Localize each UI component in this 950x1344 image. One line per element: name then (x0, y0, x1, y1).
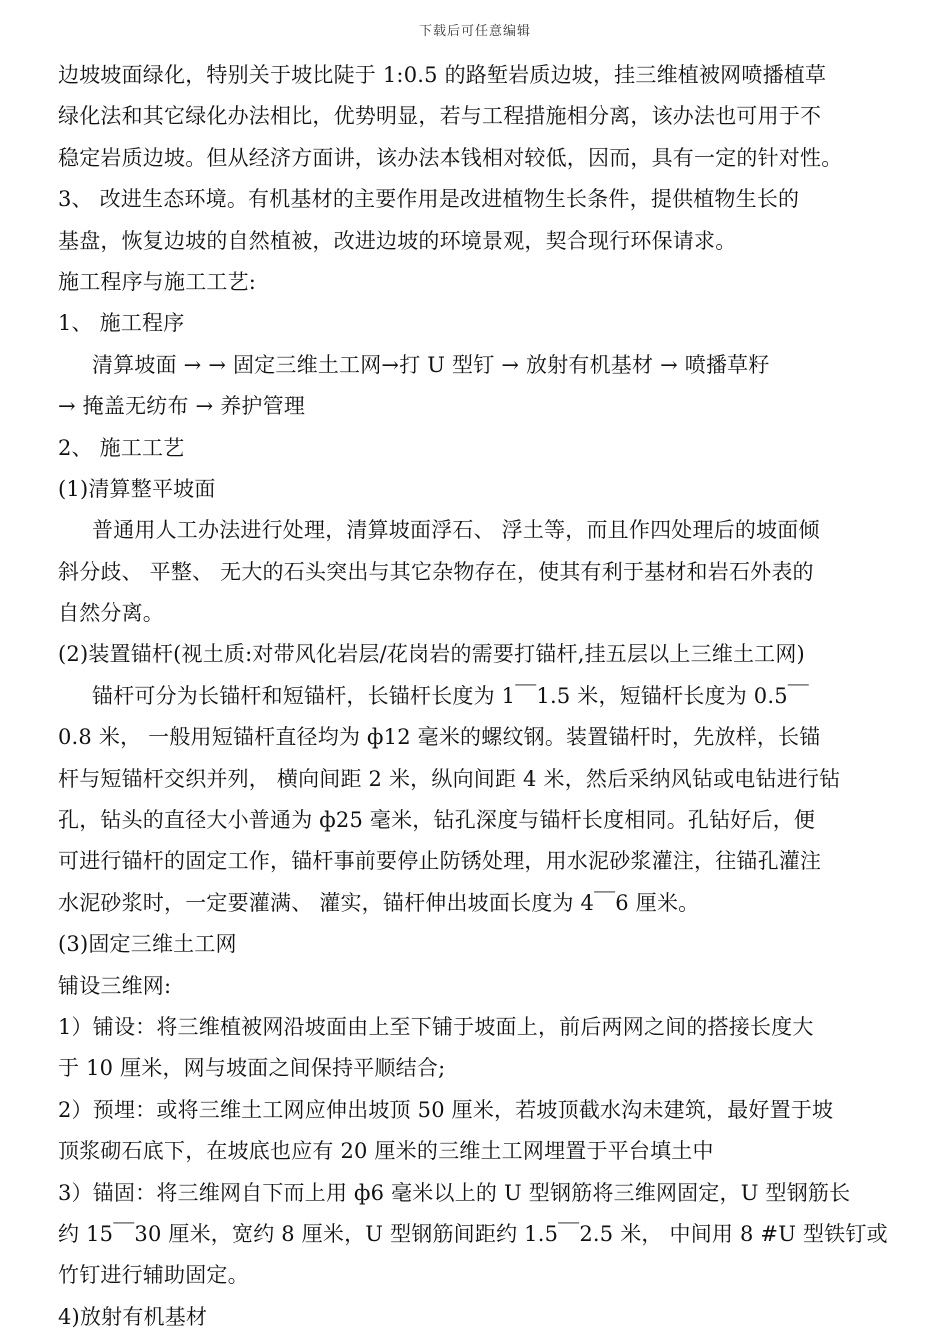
text-line: 孔，钻头的直径大小普通为 ф25 毫米，钻孔深度与锚杆长度相同。孔钻好后，便 (58, 808, 816, 833)
text-line: 4)放射有机基材 (58, 1304, 208, 1329)
text-line: 0.8 米， 一般用短锚杆直径均为 ф12 毫米的螺纹钢。装置锚杆时，先放样，长锚 (58, 725, 821, 750)
text-line: 斜分歧、 平整、 无大的石头突出与其它杂物存在，使其有利于基材和岩石外表的 (58, 559, 814, 584)
text-line: 约 15￣30 厘米，宽约 8 厘米，U 型钢筋间距约 1.5￣2.5 米， 中间用 8 #U 型铁钉或 (58, 1221, 888, 1246)
text-line: 基盘，恢复边坡的自然植被，改进边坡的环境景观，契合现行环保请求。 (58, 228, 737, 253)
document-body (58, 55, 910, 1338)
text-line: 可进行锚杆的固定工作，锚杆事前要停止防锈处理，用水泥砂浆灌注，往锚孔灌注 (58, 849, 822, 874)
text-line: 自然分离。 (58, 601, 164, 626)
text-line: 水泥砂浆时，一定要灌满、 灌实，锚杆伸出坡面长度为 4￣6 厘米。 (58, 890, 700, 915)
text-line: 普通用人工办法进行处理，清算坡面浮石、 浮土等，而且作四处理后的坡面倾 (92, 518, 820, 543)
text-line: 施工程序与施工工艺: (58, 269, 257, 294)
text-line: 3）锚固：将三维网自下而上用 ф6 毫米以上的 U 型钢筋将三维网固定，U 型钢筋长 (58, 1180, 851, 1205)
text-line: (1)清算整平坡面 (58, 476, 216, 501)
text-line: 于 10 厘米，网与坡面之间保持平顺结合; (58, 1056, 446, 1081)
text-line: 清算坡面 → → 固定三维土工网→打 U 型钉 → 放射有机基材 → 喷播草籽 (92, 352, 770, 377)
text-line: 顶浆砌石底下，在坡底也应有 20 厘米的三维土工网埋置于平台填土中 (58, 1139, 714, 1164)
text-line: 1、 施工程序 (58, 311, 185, 336)
page-header: 下载后可任意编辑 (418, 24, 531, 39)
text-line: 3、 改进生态环境。有机基材的主要作用是改进植物生长条件，提供植物生长的 (58, 187, 800, 212)
text-line: 2、 施工工艺 (58, 435, 185, 460)
text-line: 边坡坡面绿化，特别关于坡比陡于 1:0.5 的路堑岩质边坡，挂三维植被网喷播植草 (58, 63, 827, 87)
text-line: 稳定岩质边坡。但从经济方面讲，该办法本钱相对较低，因而，具有一定的针对性。 (58, 145, 843, 170)
text-line: 竹钉进行辅助固定。 (58, 1263, 249, 1288)
text-line: → 掩盖无纺布 → 养护管理 (58, 394, 306, 419)
text-line: 锚杆可分为长锚杆和短锚杆，长锚杆长度为 1￣1.5 米，短锚杆长度为 0.5￣ (92, 683, 809, 708)
text-line: (2)装置锚杆(视土质:对带风化岩层/花岗岩的需要打锚杆,挂五层以上三维土工网) (58, 642, 805, 667)
text-line: (3)固定三维土工网 (58, 932, 237, 957)
text-line: 1）铺设：将三维植被网沿坡面由上至下铺于坡面上，前后两网之间的搭接长度大 (58, 1014, 814, 1039)
text-line: 杆与短锚杆交织并列， 横向间距 2 米，纵向间距 4 米，然后采纳风钻或电钻进行钻 (58, 766, 841, 791)
text-line: 铺设三维网: (58, 973, 172, 998)
text-line: 绿化法和其它绿化办法相比，优势明显，若与工程措施相分离，该办法也可用于不 (58, 104, 822, 129)
text-line: 2）预埋：或将三维土工网应伸出坡顶 50 厘米，若坡顶截水沟未建筑，最好置于坡 (58, 1097, 834, 1122)
